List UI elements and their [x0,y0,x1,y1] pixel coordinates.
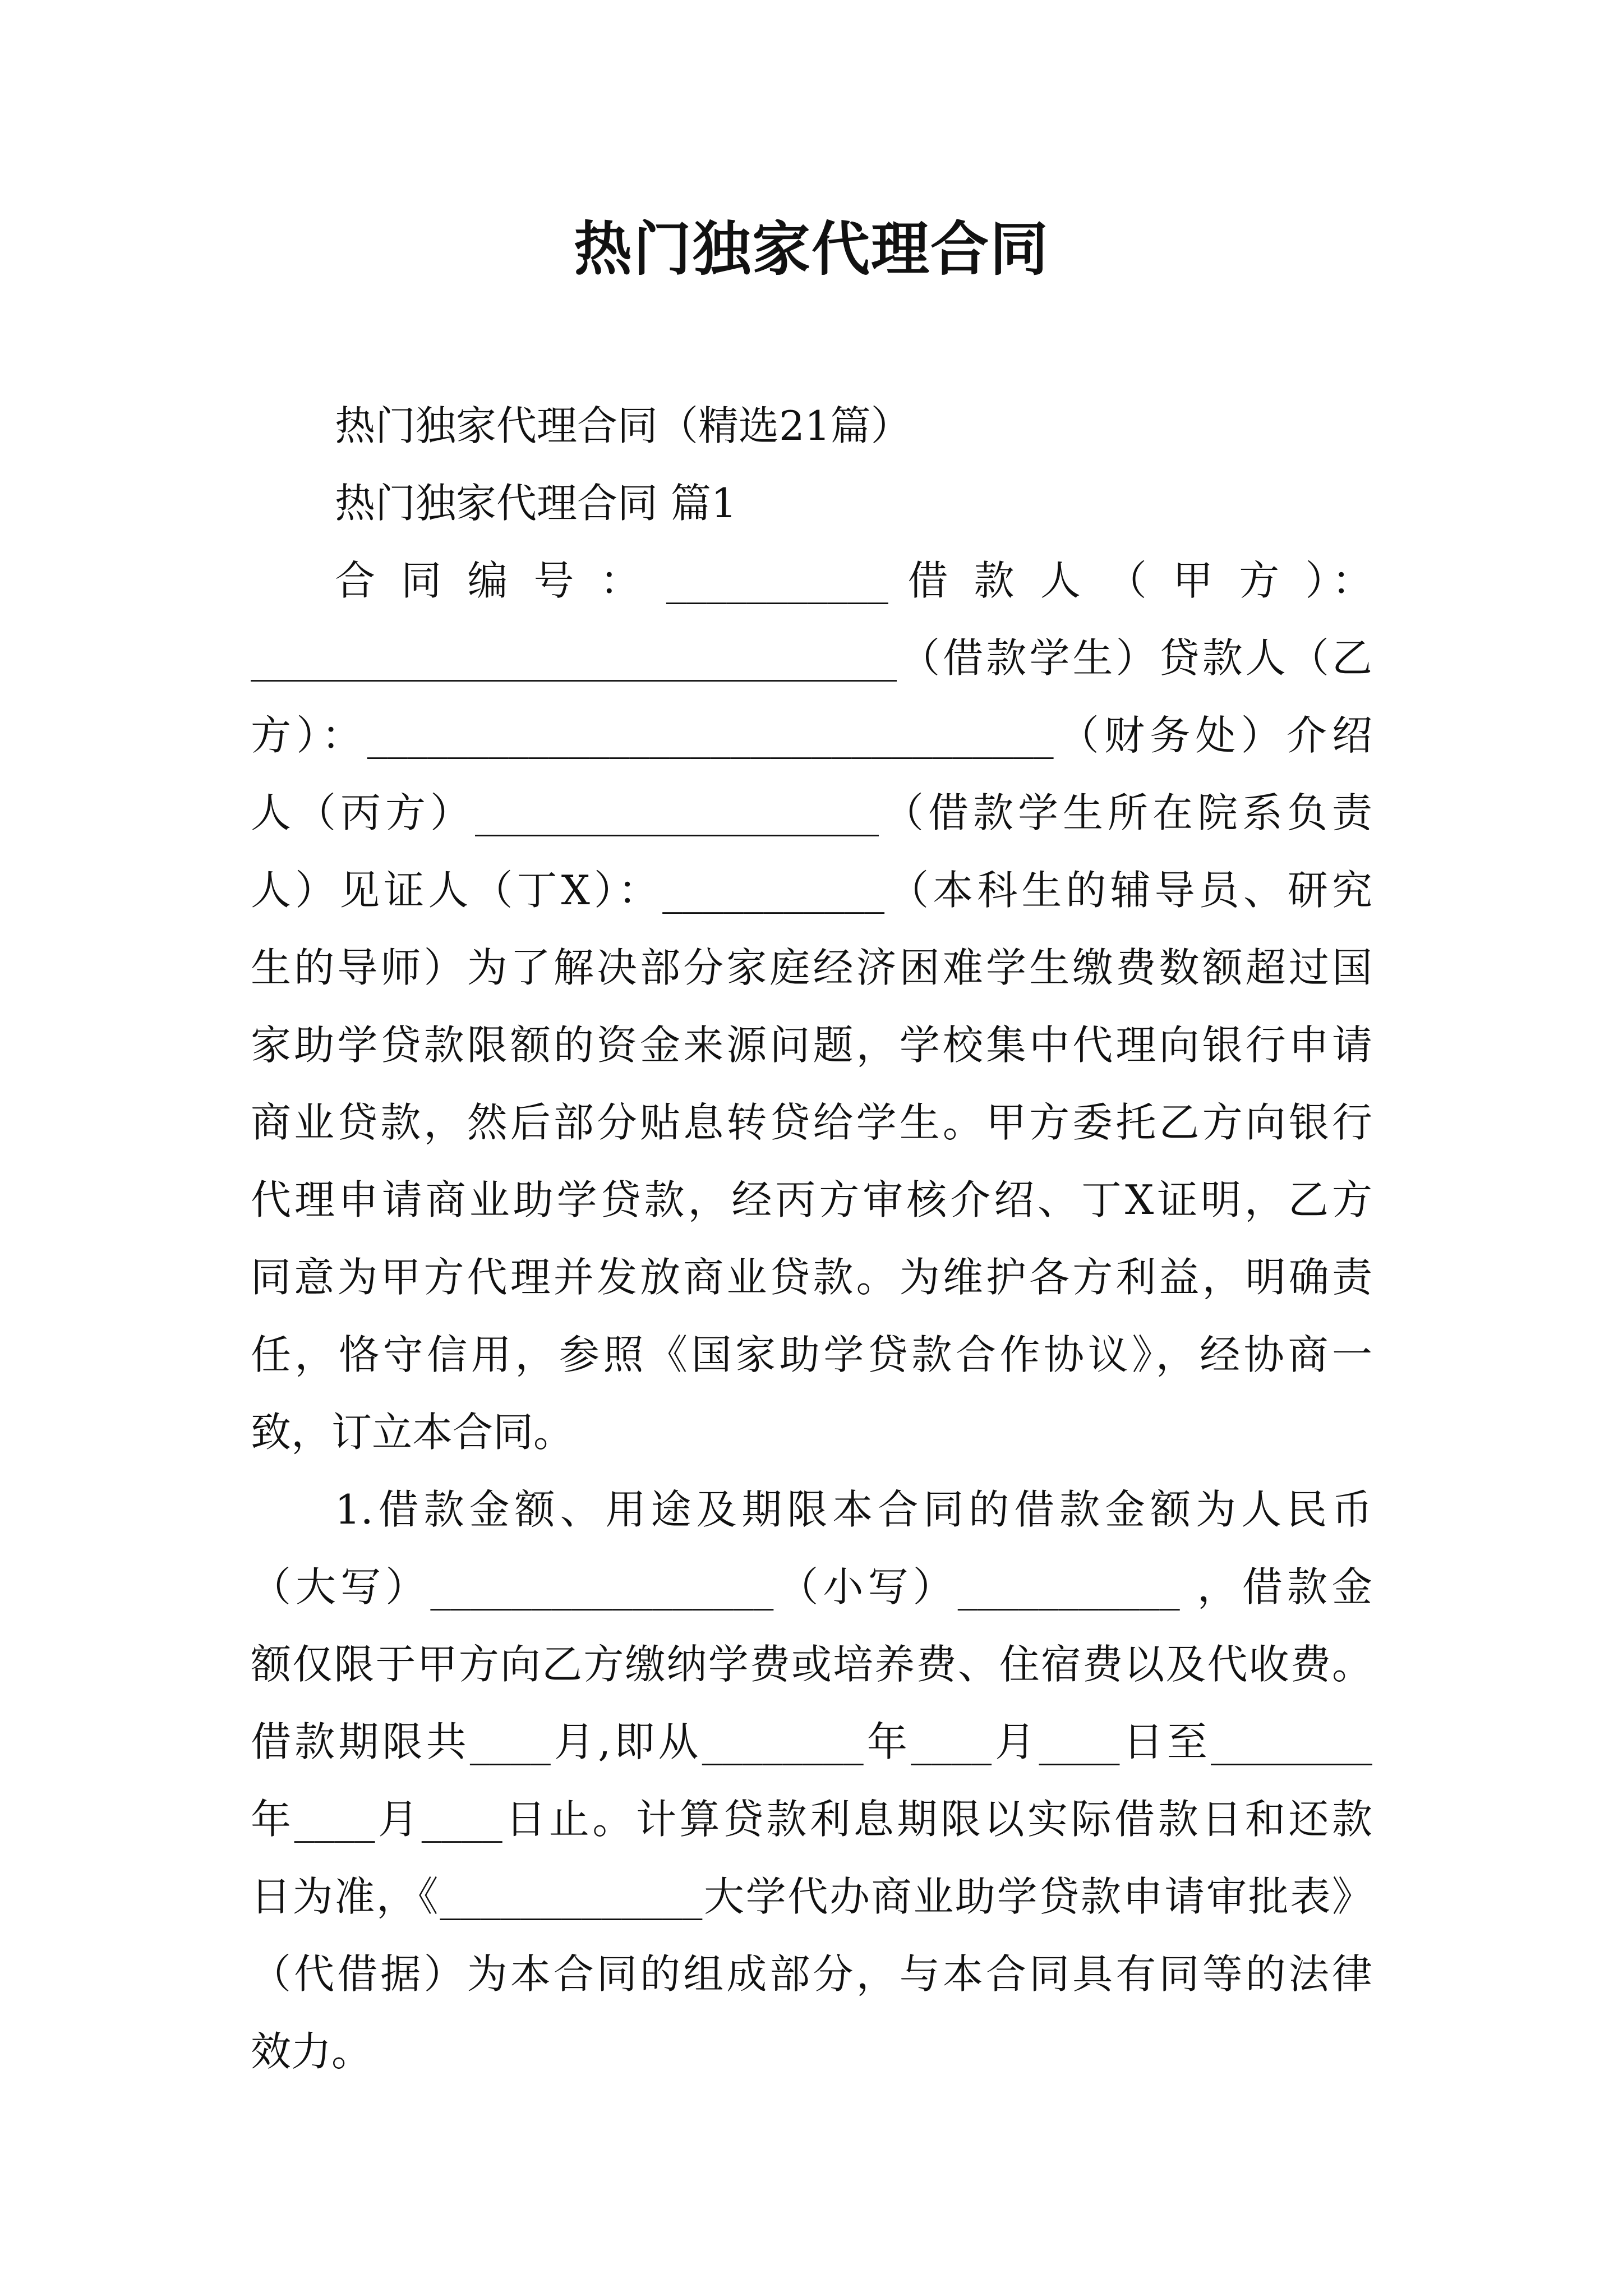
text-line: 年____月____日止。计算贷款利息期限以实际借款日和还款 [251,1796,1372,1843]
text-line: 同意为甲方代理并发放商业贷款。为维护各方利益，明确责 [251,1254,1372,1301]
text-line: 额仅限于甲方向乙方缴纳学费或培养费、住宿费以及代收费。 [251,1641,1372,1688]
section-heading: 热门独家代理合同 篇1 [335,480,737,527]
text-line: 家助学贷款限额的资金来源问题，学校集中代理向银行申请 [251,1022,1372,1069]
text-line: 人（丙方）____________________（借款学生所在院系负责 [251,789,1372,836]
text-line: 合 同 编 号 ： ___________ 借 款 人 （ 甲 方 ）： [335,557,1373,604]
text-line: 任，恪守信用，参照《国家助学贷款合作协议》，经协商一 [251,1331,1372,1378]
text-line: （代借据）为本合同的组成部分，与本合同具有同等的法律 [251,1950,1372,1998]
text-line: （大写）_________________（小写）___________ ，借款金 [251,1563,1372,1611]
text-line: 致，订立本合同。 [251,1409,574,1456]
text-line: 1.借款金额、用途及期限本合同的借款金额为人民币 [335,1486,1372,1533]
document-title: 热门独家代理合同 [573,214,1049,283]
text-line: 商业贷款，然后部分贴息转贷给学生。甲方委托乙方向银行 [251,1099,1372,1146]
text-line: 方）：__________________________________（财务处）介绍 [251,712,1372,759]
text-line: 代理申请商业助学贷款，经丙方审核介绍、丁X证明，乙方 [251,1176,1372,1223]
document-body [251,387,1372,2090]
text-line: ________________________________（借款学生）贷款人（乙 [251,634,1372,682]
text-line: 生的导师）为了解决部分家庭经济困难学生缴费数额超过国 [251,944,1372,991]
text-line: 借款期限共____月,即从________年____月____日至________ [251,1718,1372,1765]
text-line: 热门独家代理合同（精选21篇） [335,402,911,449]
text-line: 日为准，《_____________大学代办商业助学贷款申请审批表》 [251,1873,1372,1920]
text-line: 效力。 [251,2028,372,2075]
text-line: 人）见证人（丁X）：___________（本科生的辅导员、研究 [251,867,1372,914]
